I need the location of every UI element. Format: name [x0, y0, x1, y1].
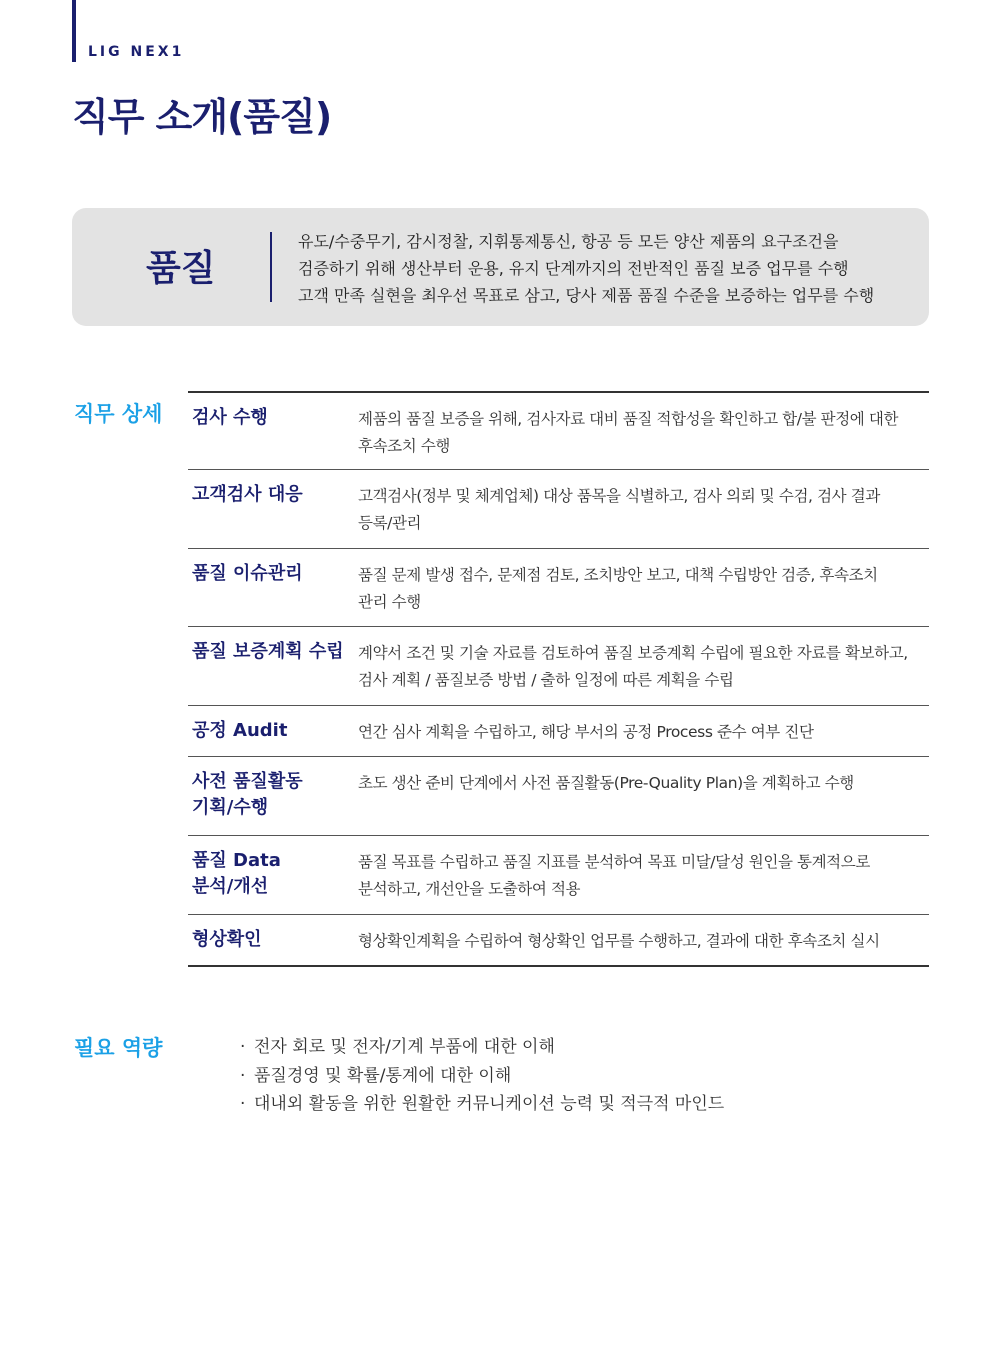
detail-desc-line: 고객검사(정부 및 체계업체) 대상 품목을 식별하고, 검사 의뢰 및 수검, 검사 결과: [358, 487, 880, 505]
brand-label: LIG NEX1: [88, 44, 185, 60]
list-item: [240, 1033, 724, 1062]
detail-name: [192, 718, 352, 744]
detail-name: [192, 927, 352, 953]
requirement-text: 전자 회로 및 전자/기계 부품에 대한 이해: [254, 1037, 555, 1057]
detail-desc-line: 품질 문제 발생 접수, 문제점 검토, 조치방안 보고, 대책 수립방안 검증, 후속조치: [358, 566, 878, 584]
detail-description: [358, 849, 923, 903]
table-row: [188, 549, 929, 627]
detail-desc-line: 계약서 조건 및 기술 자료를 검토하여 품질 보증계획 수립에 필요한 자료를 확보하고,: [358, 644, 908, 662]
detail-description: [358, 640, 923, 694]
detail-name-line: 형상확인: [192, 929, 262, 950]
table-row: [188, 836, 929, 915]
summary-box: [72, 208, 929, 326]
detail-name: [192, 848, 352, 900]
detail-desc-line: 관리 수행: [358, 593, 421, 611]
bullet: ·: [240, 1065, 246, 1086]
detail-desc-line: 품질 목표를 수립하고 품질 지표를 분석하여 목표 미달/달성 원인을 통계적으로: [358, 853, 870, 871]
detail-desc-line: 검사 계획 / 품질보증 방법 / 출하 일정에 따른 계획을 수립: [358, 671, 734, 689]
requirement-text: 대내외 활동을 위한 원활한 커뮤니케이션 능력 및 적극적 마인드: [254, 1094, 725, 1114]
requirements-list: [240, 1033, 724, 1119]
detail-description: [358, 770, 923, 797]
detail-name-line: 검사 수행: [192, 407, 268, 428]
summary-line: 유도/수중무기, 감시정찰, 지휘통제통신, 항공 등 모든 양산 제품의 요구조건을: [298, 232, 839, 251]
detail-description: [358, 406, 923, 460]
detail-desc-line: 제품의 품질 보증을 위해, 검사자료 대비 품질 적합성을 확인하고 합/불 판정에 대한: [358, 410, 899, 428]
table-row: [188, 393, 929, 470]
detail-desc-line: 연간 심사 계획을 수립하고, 해당 부서의 공정 Process 준수 여부 진단: [358, 723, 814, 741]
table-row: [188, 470, 929, 549]
summary-line: 검증하기 위해 생산부터 운용, 유지 단계까지의 전반적인 품질 보증 업무를 수행: [298, 259, 849, 278]
requirements-section-label: 필요 역량: [74, 1036, 163, 1060]
summary-divider: [270, 232, 272, 302]
detail-name-line: 사전 품질활동: [192, 771, 303, 792]
details-table: [188, 391, 929, 967]
detail-desc-line: 등록/관리: [358, 514, 422, 532]
details-section-label: 직무 상세: [74, 402, 163, 426]
detail-description: [358, 719, 923, 746]
detail-name: [192, 482, 352, 508]
requirement-text: 품질경영 및 확률/통계에 대한 이해: [254, 1065, 512, 1086]
detail-name: [192, 405, 352, 431]
bullet: ·: [240, 1094, 246, 1114]
detail-name: [192, 769, 352, 821]
detail-name: [192, 639, 352, 665]
summary-description: [298, 228, 874, 309]
list-item: [240, 1062, 724, 1091]
detail-desc-line: 초도 생산 준비 단계에서 사전 품질활동(Pre-Quality Plan)을 계획하고 수행: [358, 774, 854, 792]
detail-desc-line: 형상확인계획을 수립하여 형상확인 업무를 수행하고, 결과에 대한 후속조치 실시: [358, 932, 880, 950]
detail-name-line: 기획/수행: [192, 797, 269, 818]
brand-accent-bar: [72, 0, 76, 62]
bullet: ·: [240, 1037, 246, 1057]
detail-name-line: 품질 이슈관리: [192, 563, 303, 584]
summary-line: 고객 만족 실현을 최우선 목표로 삼고, 당사 제품 품질 수준을 보증하는 업무를 수행: [298, 286, 875, 305]
list-item: [240, 1090, 724, 1119]
detail-desc-line: 후속조치 수행: [358, 437, 450, 455]
detail-name-line: 품질 Data: [192, 850, 281, 871]
detail-desc-line: 분석하고, 개선안을 도출하여 적용: [358, 880, 581, 898]
detail-name: [192, 561, 352, 587]
detail-description: [358, 562, 923, 616]
detail-name-line: 공정 Audit: [192, 720, 288, 741]
table-row: [188, 915, 929, 967]
table-row: [188, 627, 929, 706]
summary-title: 품질: [146, 248, 216, 289]
detail-description: [358, 928, 923, 955]
page-title: 직무 소개(품질): [72, 95, 332, 139]
table-row: [188, 706, 929, 757]
detail-name-line: 분석/개선: [192, 876, 269, 897]
detail-name-line: 고객검사 대응: [192, 484, 303, 505]
table-row: [188, 757, 929, 836]
detail-name-line: 품질 보증계획 수립: [192, 641, 344, 662]
detail-description: [358, 483, 923, 537]
